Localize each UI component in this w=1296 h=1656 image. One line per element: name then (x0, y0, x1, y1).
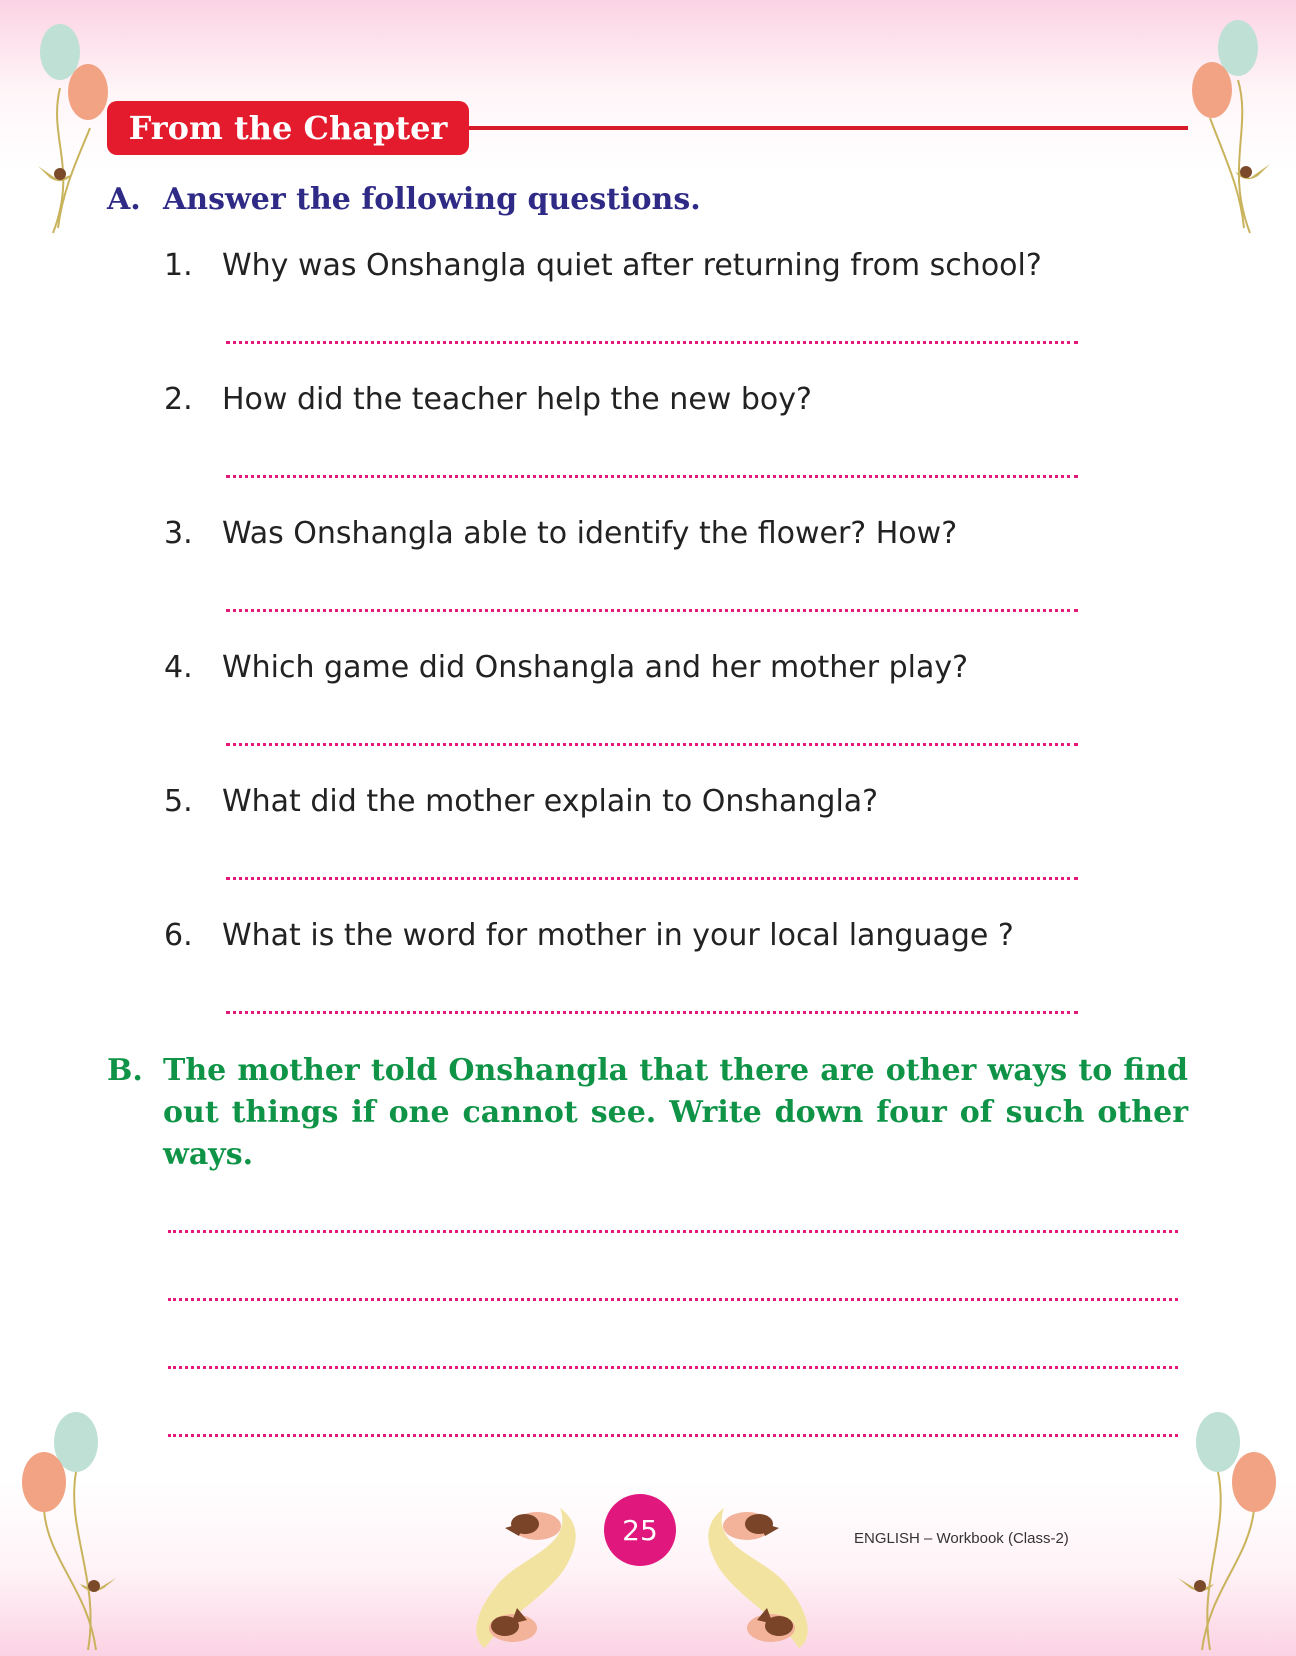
question-number: 3. (164, 516, 193, 551)
section-a-title: Answer the following questions. (163, 182, 701, 217)
question-4 (164, 650, 968, 685)
question-text: How did the teacher help the new boy? (222, 382, 812, 417)
section-b-letter: B. (107, 1053, 143, 1088)
answer-line-5[interactable] (226, 877, 1078, 880)
section-a-heading (107, 182, 701, 217)
section-b-text: The mother told Onshangla that there are other ways to find out things if one cannot see. Write down four of such other ways. (163, 1053, 1188, 1172)
question-text: What did the mother explain to Onshangla? (222, 784, 879, 819)
birds-ribbon-left-icon (455, 1488, 590, 1656)
birds-ribbon-right-icon (694, 1488, 829, 1656)
balloons-bottom-right-icon (1170, 1410, 1290, 1656)
footer-book-title: ENGLISH – Workbook (Class-2) (854, 1530, 1069, 1547)
question-1 (164, 248, 1042, 283)
page-number: 25 (622, 1513, 658, 1547)
answer-line-1[interactable] (226, 341, 1078, 344)
question-2 (164, 382, 812, 417)
page-number-badge (604, 1494, 676, 1566)
header-divider (469, 126, 1188, 130)
question-5 (164, 784, 878, 819)
section-b-prompt (107, 1050, 1188, 1176)
section-b-line-4[interactable] (168, 1434, 1178, 1437)
answer-line-3[interactable] (226, 609, 1078, 612)
answer-line-4[interactable] (226, 743, 1078, 746)
question-6 (164, 918, 1014, 953)
section-b-line-3[interactable] (168, 1366, 1178, 1369)
section-a-letter: A. (107, 182, 141, 217)
chapter-header-title: From the Chapter (128, 109, 448, 147)
question-text: Why was Onshangla quiet after returning from school? (222, 248, 1042, 283)
balloons-top-right-icon (1180, 18, 1290, 238)
question-number: 4. (164, 650, 193, 685)
section-b-line-1[interactable] (168, 1230, 1178, 1233)
question-number: 5. (164, 784, 193, 819)
question-number: 6. (164, 918, 193, 953)
chapter-header-badge (107, 101, 469, 155)
balloons-bottom-left-icon (18, 1410, 128, 1656)
question-number: 1. (164, 248, 193, 283)
section-b-line-2[interactable] (168, 1298, 1178, 1301)
question-text: What is the word for mother in your local language ? (222, 918, 1014, 953)
question-number: 2. (164, 382, 193, 417)
question-text: Which game did Onshangla and her mother play? (222, 650, 969, 685)
question-3 (164, 516, 957, 551)
question-text: Was Onshangla able to identify the flower? How? (222, 516, 958, 551)
answer-line-2[interactable] (226, 475, 1078, 478)
answer-line-6[interactable] (226, 1011, 1078, 1014)
